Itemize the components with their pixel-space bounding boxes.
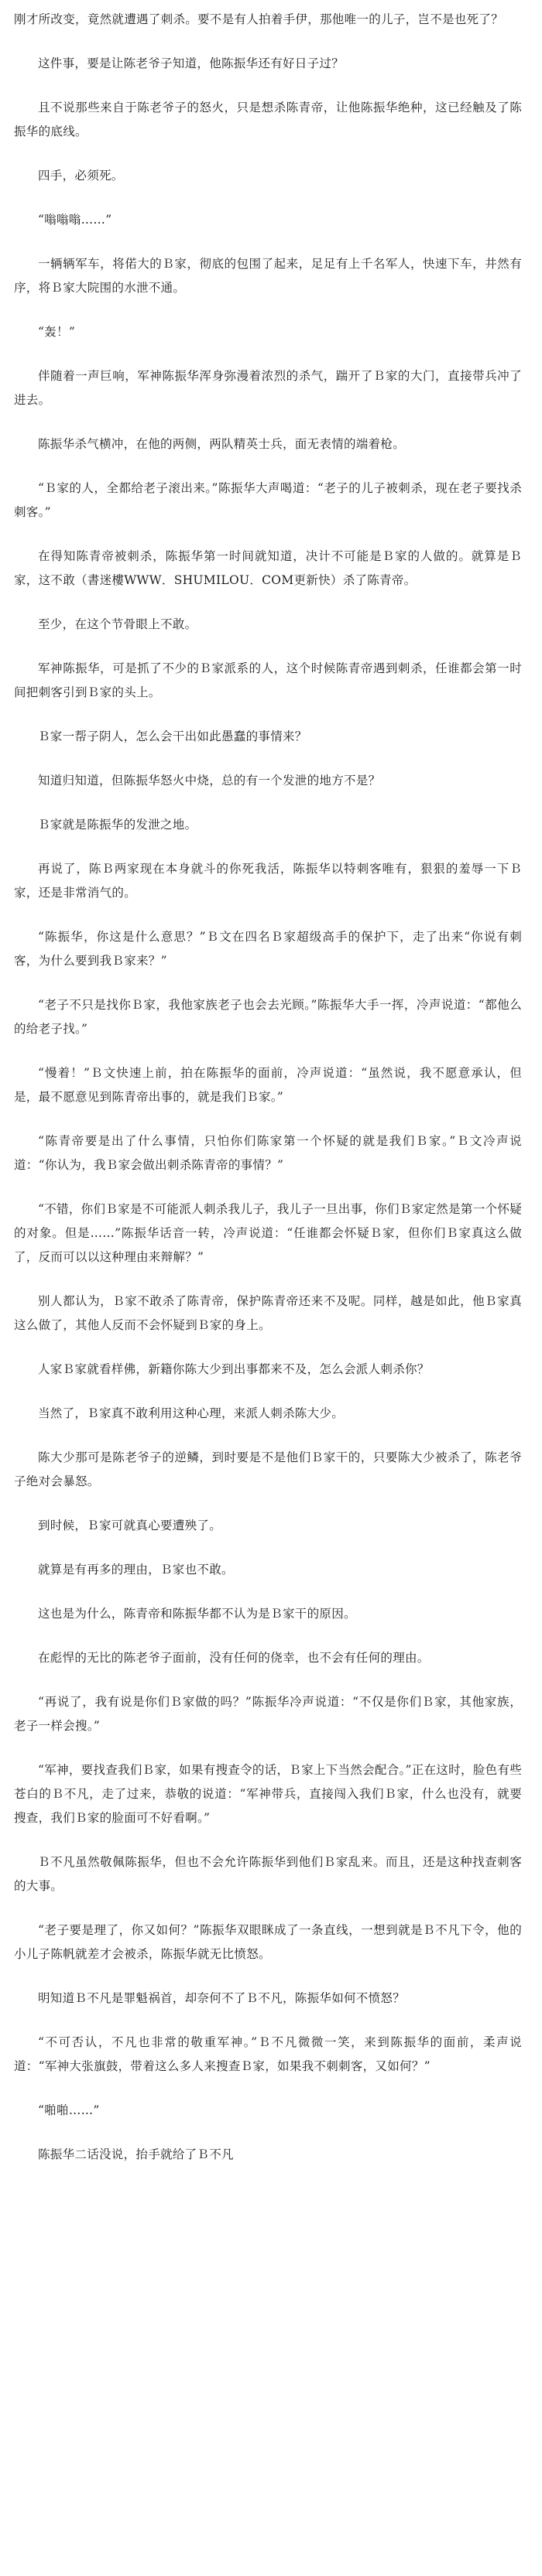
paragraph: “嗡嗡嗡……” (38, 213, 112, 227)
paragraph: 军神陈振华，可是抓了不少的Ｂ家派系的人，这个时候陈青帝遇到刺杀，任谁都会第一时间把刺客引到Ｂ家的头上。 (14, 661, 522, 699)
paragraph: 陈振华二话没说，抬手就给了Ｂ不凡 (38, 2147, 234, 2161)
paragraph: 在彪悍的无比的陈老爷子面前，没有任何的侥幸，也不会有任何的理由。 (38, 1651, 430, 1665)
paragraph: 就算是有再多的理由，Ｂ家也不敢。 (38, 1563, 234, 1577)
paragraph: Ｂ不凡虽然敬佩陈振华，但也不会允许陈振华到他们Ｂ家乱来。而且，还是这种找查刺客的大事。 (14, 1855, 522, 1893)
paragraph: 别人都认为，Ｂ家不敢杀了陈青帝，保护陈青帝还来不及呢。同样，越是如此，他Ｂ家真这么做了，其他人反而不会怀疑到Ｂ家的身上。 (14, 1294, 522, 1332)
paragraph: 明知道Ｂ不凡是罪魁祸首，却奈何不了Ｂ不凡，陈振华如何不愤怒？ (38, 1991, 406, 2005)
paragraph: 且不说那些来自于陈老爷子的怒火，只是想杀陈青帝，让他陈振华绝种，这已经触及了陈振华的底线。 (14, 101, 522, 138)
paragraph: 再说了，陈Ｂ两家现在本身就斗的你死我活，陈振华以特刺客唯有，狠狠的羞辱一下Ｂ家，还是非常消气的。 (14, 862, 522, 900)
paragraph: 四手，必须死。 (38, 169, 124, 183)
paragraph: 当然了，Ｂ家真不敢利用这种心理，来派人刺杀陈大少。 (38, 1406, 345, 1420)
paragraph: “再说了，我有说是你们Ｂ家做的吗？”陈振华冷声说道：“不仅是你们Ｂ家，其他家族，老子一样会搜。” (14, 1695, 522, 1733)
paragraph: “不可否认，不凡也非常的敬重军神。”Ｂ不凡微微一笑，来到陈振华的面前，柔声说道：“军神大张旗鼓，带着这么多人来搜查Ｂ家，如果我不刺刺客，又如何？” (14, 2035, 522, 2073)
paragraph: “Ｂ家的人，全都给老子滚出来。”陈振华大声喝道：“老子的儿子被刺杀，现在老子要找杀刺客。” (14, 481, 522, 519)
paragraph: 至少，在这个节骨眼上不敢。 (38, 617, 197, 631)
paragraph: “不错，你们Ｂ家是不可能派人刺杀我儿子，我儿子一旦出事，你们Ｂ家定然是第一个怀疑的对象。但是……”陈振华话音一转，冷声说道：“任谁都会怀疑Ｂ家，但你们Ｂ家真这么做了，反而可以以这种理由来辩解？” (14, 1202, 522, 1264)
paragraph: 到时候，Ｂ家可就真心要遭殃了。 (38, 1519, 222, 1532)
paragraph: “陈青帝要是出了什么事情，只怕你们陈家第一个怀疑的就是我们Ｂ家。”Ｂ文冷声说道：“你认为，我Ｂ家会做出刺杀陈青帝的事情？” (14, 1134, 522, 1172)
paragraph: “军神，要找查我们Ｂ家，如果有搜查令的话，Ｂ家上下当然会配合。”正在这时，脸色有些苍白的Ｂ不凡，走了过来，恭敬的说道：“军神带兵，直接闯入我们Ｂ家，什么也没有，就要搜查，我们Ｂ家的脸面可不好看啊。” (14, 1763, 522, 1825)
paragraph: “陈振华，你这是什么意思？”Ｂ文在四名Ｂ家超级高手的保护下，走了出来“你说有刺客，为什么要到我Ｂ家来？” (14, 930, 522, 968)
paragraph: 在得知陈青帝被刺杀，陈振华第一时间就知道，决计不可能是Ｂ家的人做的。就算是Ｂ家，这不敢（書迷樓WWW．SHUMILOU．COM更新快）杀了陈青帝。 (14, 549, 522, 587)
paragraph: 这件事，要是让陈老爷子知道，他陈振华还有好日子过？ (38, 56, 345, 70)
paragraph: 陈振华杀气横冲，在他的两侧，两队精英士兵，面无表情的端着枪。 (38, 437, 406, 451)
paragraph: 伴随着一声巨响，军神陈振华浑身弥漫着浓烈的杀气，踹开了Ｂ家的大门，直接带兵冲了进去。 (14, 369, 522, 407)
paragraph: “啪啪……” (38, 2103, 100, 2117)
paragraph: 这也是为什么，陈青帝和陈振华都不认为是Ｂ家干的原因。 (38, 1607, 356, 1621)
paragraph: “老子要是理了，你又如何？”陈振华双眼眯成了一条直线，一想到就是Ｂ不凡下令，他的小儿子陈帆就差才会被杀，陈振华就无比愤怒。 (14, 1923, 522, 1961)
paragraph: 陈大少那可是陈老爷子的逆鳞，到时要是不是他们Ｂ家干的，只要陈大少被杀了，陈老爷子绝对会暴怒。 (14, 1450, 522, 1488)
paragraph: 刚才所改变，竟然就遭遇了刺杀。要不是有人拍着手伊，那他唯一的儿子，岂不是也死了？ (14, 12, 504, 26)
paragraph: 一辆辆军车，将偌大的Ｂ家，彻底的包围了起来，足足有上千名军人，快速下车，井然有序，将Ｂ家大院围的水泄不通。 (14, 257, 522, 295)
paragraph: “老子不只是找你Ｂ家，我他家族老子也会去光顾。”陈振华大手一挥，冷声说道：“都他么的给老子找。” (14, 998, 522, 1036)
paragraph: Ｂ家一帮子阴人，怎么会干出如此愚蠢的事情来？ (38, 729, 307, 743)
paragraph: 知道归知道，但陈振华怒火中烧，总的有一个发泄的地方不是？ (38, 774, 381, 787)
paragraph: Ｂ家就是陈振华的发泄之地。 (38, 818, 197, 832)
paragraph: “轰！” (38, 325, 76, 339)
paragraph: 人家Ｂ家就看样佛，新籍你陈大少到出事都来不及，怎么会派人刺杀你？ (38, 1362, 430, 1376)
paragraph: “慢着！”Ｂ文快速上前，拍在陈振华的面前，冷声说道：“虽然说，我不愿意承认，但是，最不愿意见到陈青帝出事的，就是我们Ｂ家。” (14, 1066, 522, 1104)
